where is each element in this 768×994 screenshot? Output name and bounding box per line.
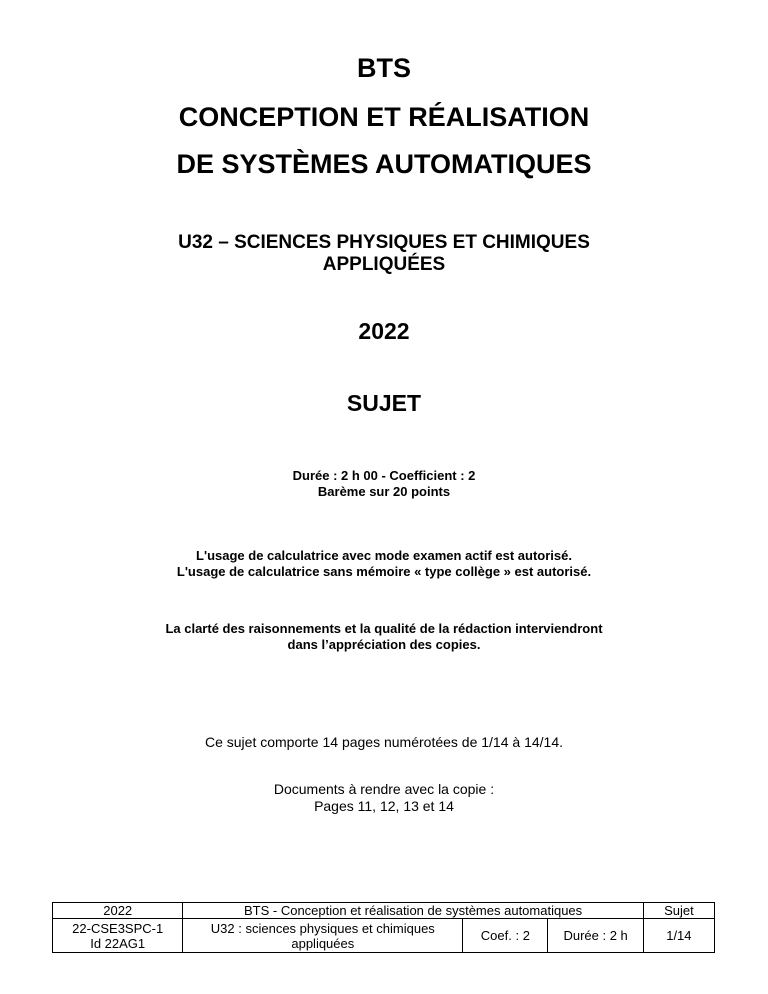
duration-coefficient: Durée : 2 h 00 - Coefficient : 2 <box>292 468 476 483</box>
footer-table <box>52 902 715 953</box>
footer-row-1 <box>53 903 715 919</box>
calculator-rule-2: L'usage de calculatrice sans mémoire « type collège » est autorisé. <box>176 564 592 579</box>
footer-title: BTS - Conception et réalisation de systèmes automatiques <box>183 903 643 919</box>
unit-title-line1: U32 – SCIENCES PHYSIQUES ET CHIMIQUES <box>178 232 590 253</box>
documents-line-2: Pages 11, 12, 13 et 14 <box>314 798 454 814</box>
clarity-note <box>0 621 768 653</box>
title-bts: BTS <box>357 53 411 83</box>
footer-duration: Durée : 2 h <box>548 919 643 953</box>
subject-label: SUJET <box>346 390 422 416</box>
title-conception: CONCEPTION ET RÉALISATION <box>178 102 590 132</box>
footer-code: 22-CSE3SPC-1 <box>72 920 164 936</box>
unit-title-line2: APPLIQUÉES <box>322 254 446 275</box>
calculator-rules <box>0 548 768 580</box>
exam-info <box>0 468 768 500</box>
footer-code-cell <box>53 919 183 953</box>
grading-scale: Barème sur 20 points <box>317 484 451 499</box>
footer-unit-cell <box>183 919 463 953</box>
exam-year: 2022 <box>358 318 410 344</box>
documents-line-1: Documents à rendre avec la copie : <box>273 781 495 797</box>
unit-title <box>0 232 768 276</box>
documents-note <box>0 781 768 815</box>
footer-type: Sujet <box>643 903 714 919</box>
footer-id: Id 22AG1 <box>90 935 146 951</box>
calculator-rule-1: L'usage de calculatrice avec mode examen actif est autorisé. <box>196 548 572 563</box>
footer-unit-line2: appliquées <box>291 935 355 951</box>
footer-page: 1/14 <box>643 919 714 953</box>
clarity-line-1: La clarté des raisonnements et la qualité de la rédaction interviendront <box>165 621 603 636</box>
clarity-line-2: dans l’appréciation des copies. <box>287 637 481 652</box>
footer-coef: Coef. : 2 <box>463 919 548 953</box>
title-systemes: DE SYSTÈMES AUTOMATIQUES <box>176 149 592 179</box>
footer-row-2 <box>53 919 715 953</box>
footer-year: 2022 <box>53 903 183 919</box>
pages-note: Ce sujet comporte 14 pages numérotées de 1/14 à 14/14. <box>204 734 563 750</box>
footer-unit-line1: U32 : sciences physiques et chimiques <box>210 920 435 936</box>
